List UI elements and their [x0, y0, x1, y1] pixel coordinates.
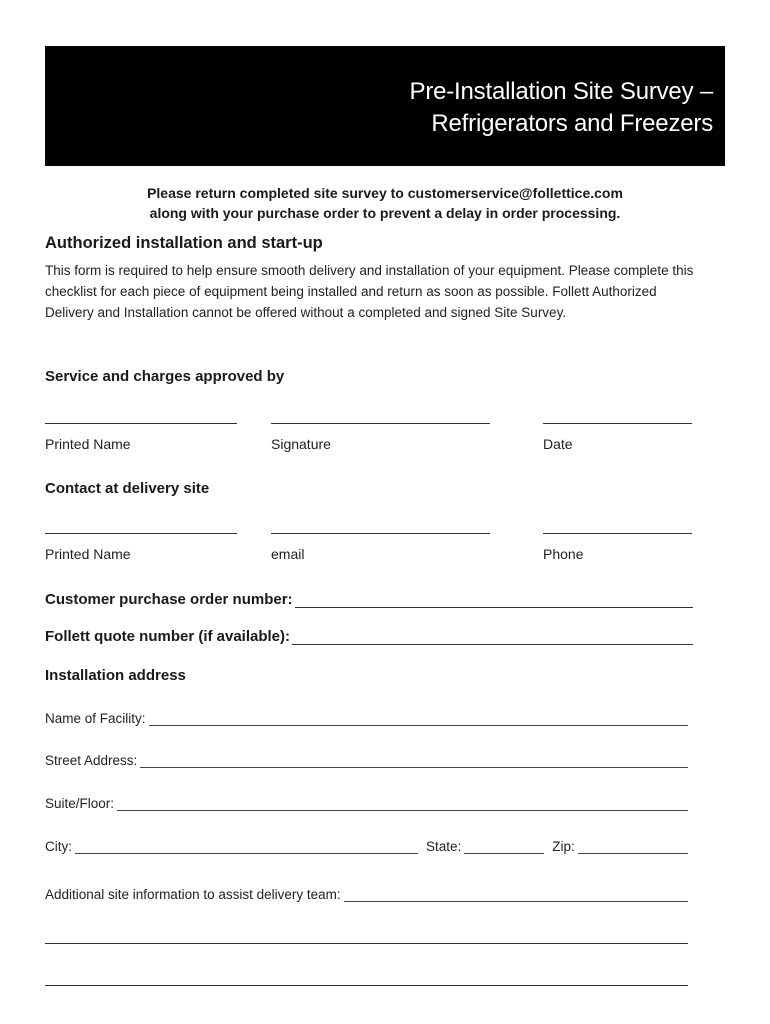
additional-info-label: Additional site information to assist delivery team:: [45, 887, 341, 902]
state-field[interactable]: [464, 842, 544, 854]
po-number-row: [45, 591, 693, 608]
quote-number-label: Follett quote number (if available):: [45, 628, 291, 645]
contact-name-caption: Printed Name: [45, 546, 131, 562]
title-line-2: Refrigerators and Freezers: [431, 110, 713, 137]
city-field[interactable]: [75, 842, 418, 854]
address-heading: Installation address: [45, 667, 186, 684]
city-label: City:: [45, 839, 72, 854]
contact-phone-line[interactable]: [543, 533, 692, 534]
contact-email-line[interactable]: [271, 533, 490, 534]
contact-name-line[interactable]: [45, 533, 237, 534]
street-field[interactable]: [140, 756, 688, 768]
intro-paragraph: This form is required to help ensure smooth delivery and installation of your equipment. Please complete this checklist for each piece of equipment being installed and return as soon as possible. Follett Authorized Delivery and Installation cannot be offered without a completed and signed Site Survey.: [45, 263, 694, 320]
notice-line-1: Please return completed site survey to customerservice@follettice.com: [147, 185, 623, 201]
contact-email-caption: email: [271, 546, 305, 562]
suite-row: [45, 796, 688, 811]
approval-date-caption: Date: [543, 436, 573, 452]
approval-signature-caption: Signature: [271, 436, 331, 452]
approval-name-caption: Printed Name: [45, 436, 131, 452]
header-banner: [45, 46, 725, 166]
approval-name-line[interactable]: [45, 423, 237, 424]
additional-info-line-3[interactable]: [45, 985, 688, 986]
facility-row: [45, 711, 688, 726]
approval-date-line[interactable]: [543, 423, 692, 424]
suite-label: Suite/Floor:: [45, 796, 115, 811]
street-row: [45, 753, 688, 768]
quote-number-field[interactable]: [292, 631, 693, 645]
approval-heading: Service and charges approved by: [45, 368, 285, 385]
title-line-1: Pre-Installation Site Survey –: [409, 78, 713, 105]
facility-field[interactable]: [149, 714, 688, 726]
notice-line-2: along with your purchase order to prevent a delay in order processing.: [149, 205, 621, 221]
zip-label: Zip:: [552, 839, 575, 854]
state-label: State:: [426, 839, 462, 854]
return-notice: [0, 183, 770, 223]
additional-info-row: [45, 887, 688, 902]
contact-phone-caption: Phone: [543, 546, 584, 562]
contact-heading: Contact at delivery site: [45, 480, 210, 497]
additional-info-field[interactable]: [344, 890, 688, 902]
po-number-label: Customer purchase order number:: [45, 591, 293, 608]
zip-field[interactable]: [578, 842, 688, 854]
suite-field[interactable]: [117, 799, 688, 811]
additional-info-line-2[interactable]: [45, 943, 688, 944]
street-label: Street Address:: [45, 753, 138, 768]
approval-signature-line[interactable]: [271, 423, 490, 424]
facility-label: Name of Facility:: [45, 711, 146, 726]
po-number-field[interactable]: [295, 594, 693, 608]
authorized-heading: Authorized installation and start-up: [45, 234, 323, 252]
page-title: [410, 76, 713, 140]
quote-number-row: [45, 628, 693, 645]
city-state-zip-row: [45, 839, 688, 854]
